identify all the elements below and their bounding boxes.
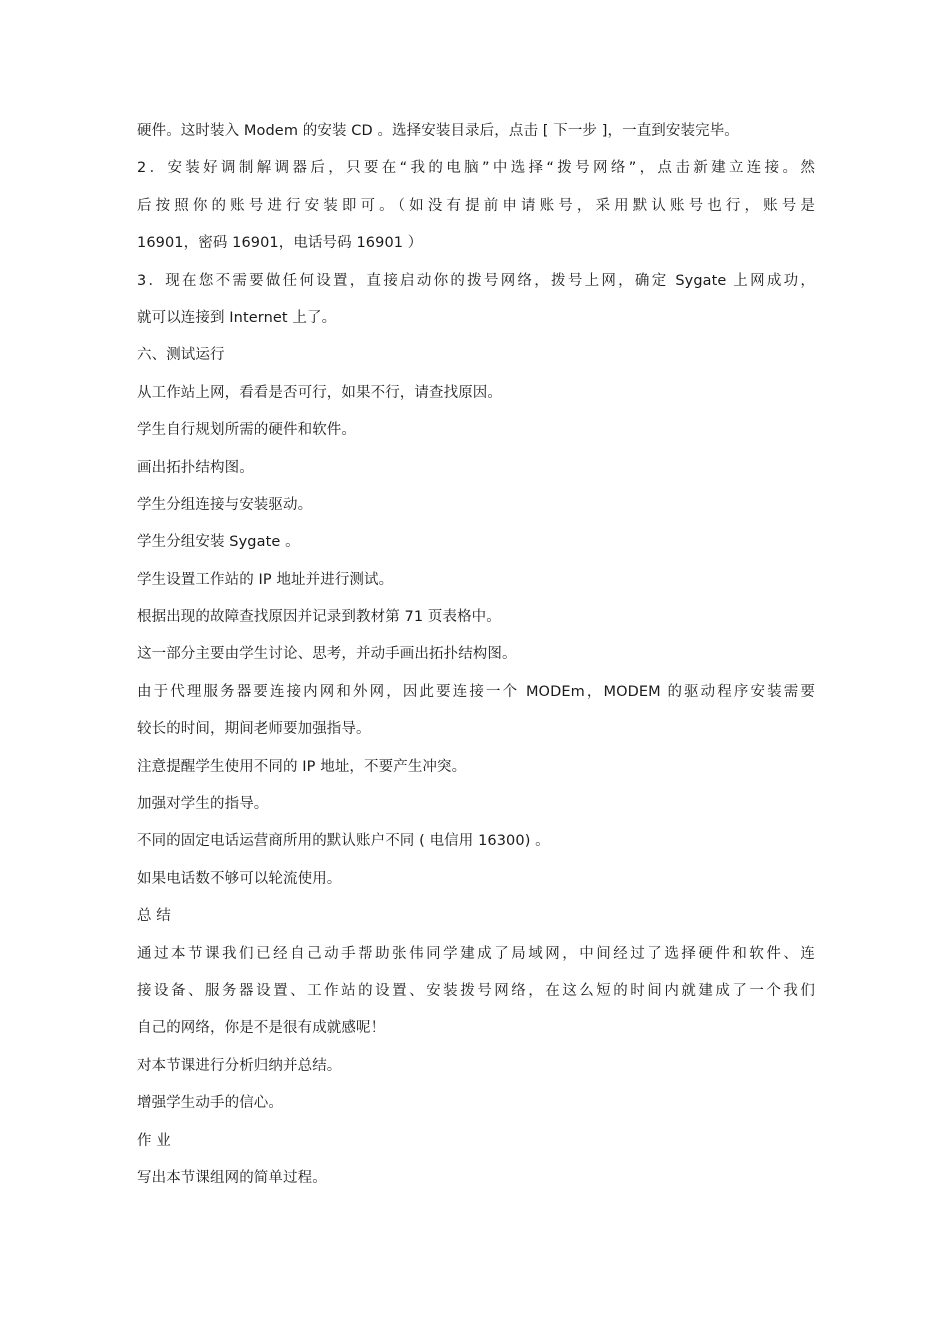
paragraph-line: 硬件。这时装入 Modem 的安装 CD 。选择安装目录后，点击 [ 下一步 ]，一直到安装完毕。 (137, 123, 739, 139)
paragraph-line: 画出拓扑结构图。 (137, 459, 254, 476)
paragraph-line: 自己的网络，你是不是很有成就感呢！ (137, 1020, 386, 1037)
paragraph-line: 2．安装好调制解调器后，只要在“我的电脑”中选择“拨号网络”，点击新建立连接。然 (137, 160, 815, 177)
paragraph-line: 增强学生动手的信心。 (137, 1095, 283, 1112)
paragraph-line: 3．现在您不需要做任何设置，直接启动你的拨号网络，拨号上网，确定 Sygate 上网成功， (137, 272, 815, 289)
paragraph-line: 就可以连接到 Internet 上了。 (137, 309, 337, 326)
paragraph-line: 如果电话数不够可以轮流使用。 (137, 870, 342, 887)
paragraph-line: 学生分组连接与安装驱动。 (137, 496, 313, 513)
paragraph-line: 由于代理服务器要连接内网和外网，因此要连接一个 MODEm，MODEM 的驱动程序安装需要 (137, 683, 815, 700)
section-heading: 作 业 (137, 1132, 171, 1149)
paragraph-line: 通过本节课我们已经自己动手帮助张伟同学建成了局域网，中间经过了选择硬件和软件、连 (137, 945, 815, 962)
paragraph-line: 不同的固定电话运营商所用的默认账户不同 ( 电信用 16300) 。 (137, 833, 550, 850)
section-heading: 总 结 (137, 908, 171, 925)
paragraph-line: 从工作站上网，看看是否可行，如果不行，请查找原因。 (137, 384, 502, 401)
paragraph-line: 学生设置工作站的 IP 地址并进行测试。 (137, 571, 394, 588)
paragraph-line: 写出本节课组网的简单过程。 (137, 1169, 327, 1186)
paragraph-line: 较长的时间，期间老师要加强指导。 (137, 721, 371, 738)
paragraph-line: 对本节课进行分析归纳并总结。 (137, 1057, 342, 1074)
section-heading: 六、测试运行 (137, 347, 225, 364)
paragraph-line: 加强对学生的指导。 (137, 796, 269, 813)
paragraph-line: 后按照你的账号进行安装即可。（如没有提前申请账号，采用默认账号也行，账号是 (137, 197, 815, 214)
paragraph-line: 注意提醒学生使用不同的 IP 地址，不要产生冲突。 (137, 758, 467, 775)
paragraph-line: 学生分组安装 Sygate 。 (137, 534, 300, 551)
paragraph-line: 根据出现的故障查找原因并记录到教材第 71 页表格中。 (137, 609, 501, 626)
paragraph-line: 16901，密码 16901，电话号码 16901 ） (137, 235, 423, 252)
paragraph-line: 接设备、服务器设置、工作站的设置、安装拨号网络，在这么短的时间内就建成了一个我们 (137, 982, 815, 999)
paragraph-line: 学生自行规划所需的硬件和软件。 (137, 422, 356, 439)
document-body (137, 121, 815, 1205)
paragraph-line: 这一部分主要由学生讨论、思考，并动手画出拓扑结构图。 (137, 646, 517, 663)
